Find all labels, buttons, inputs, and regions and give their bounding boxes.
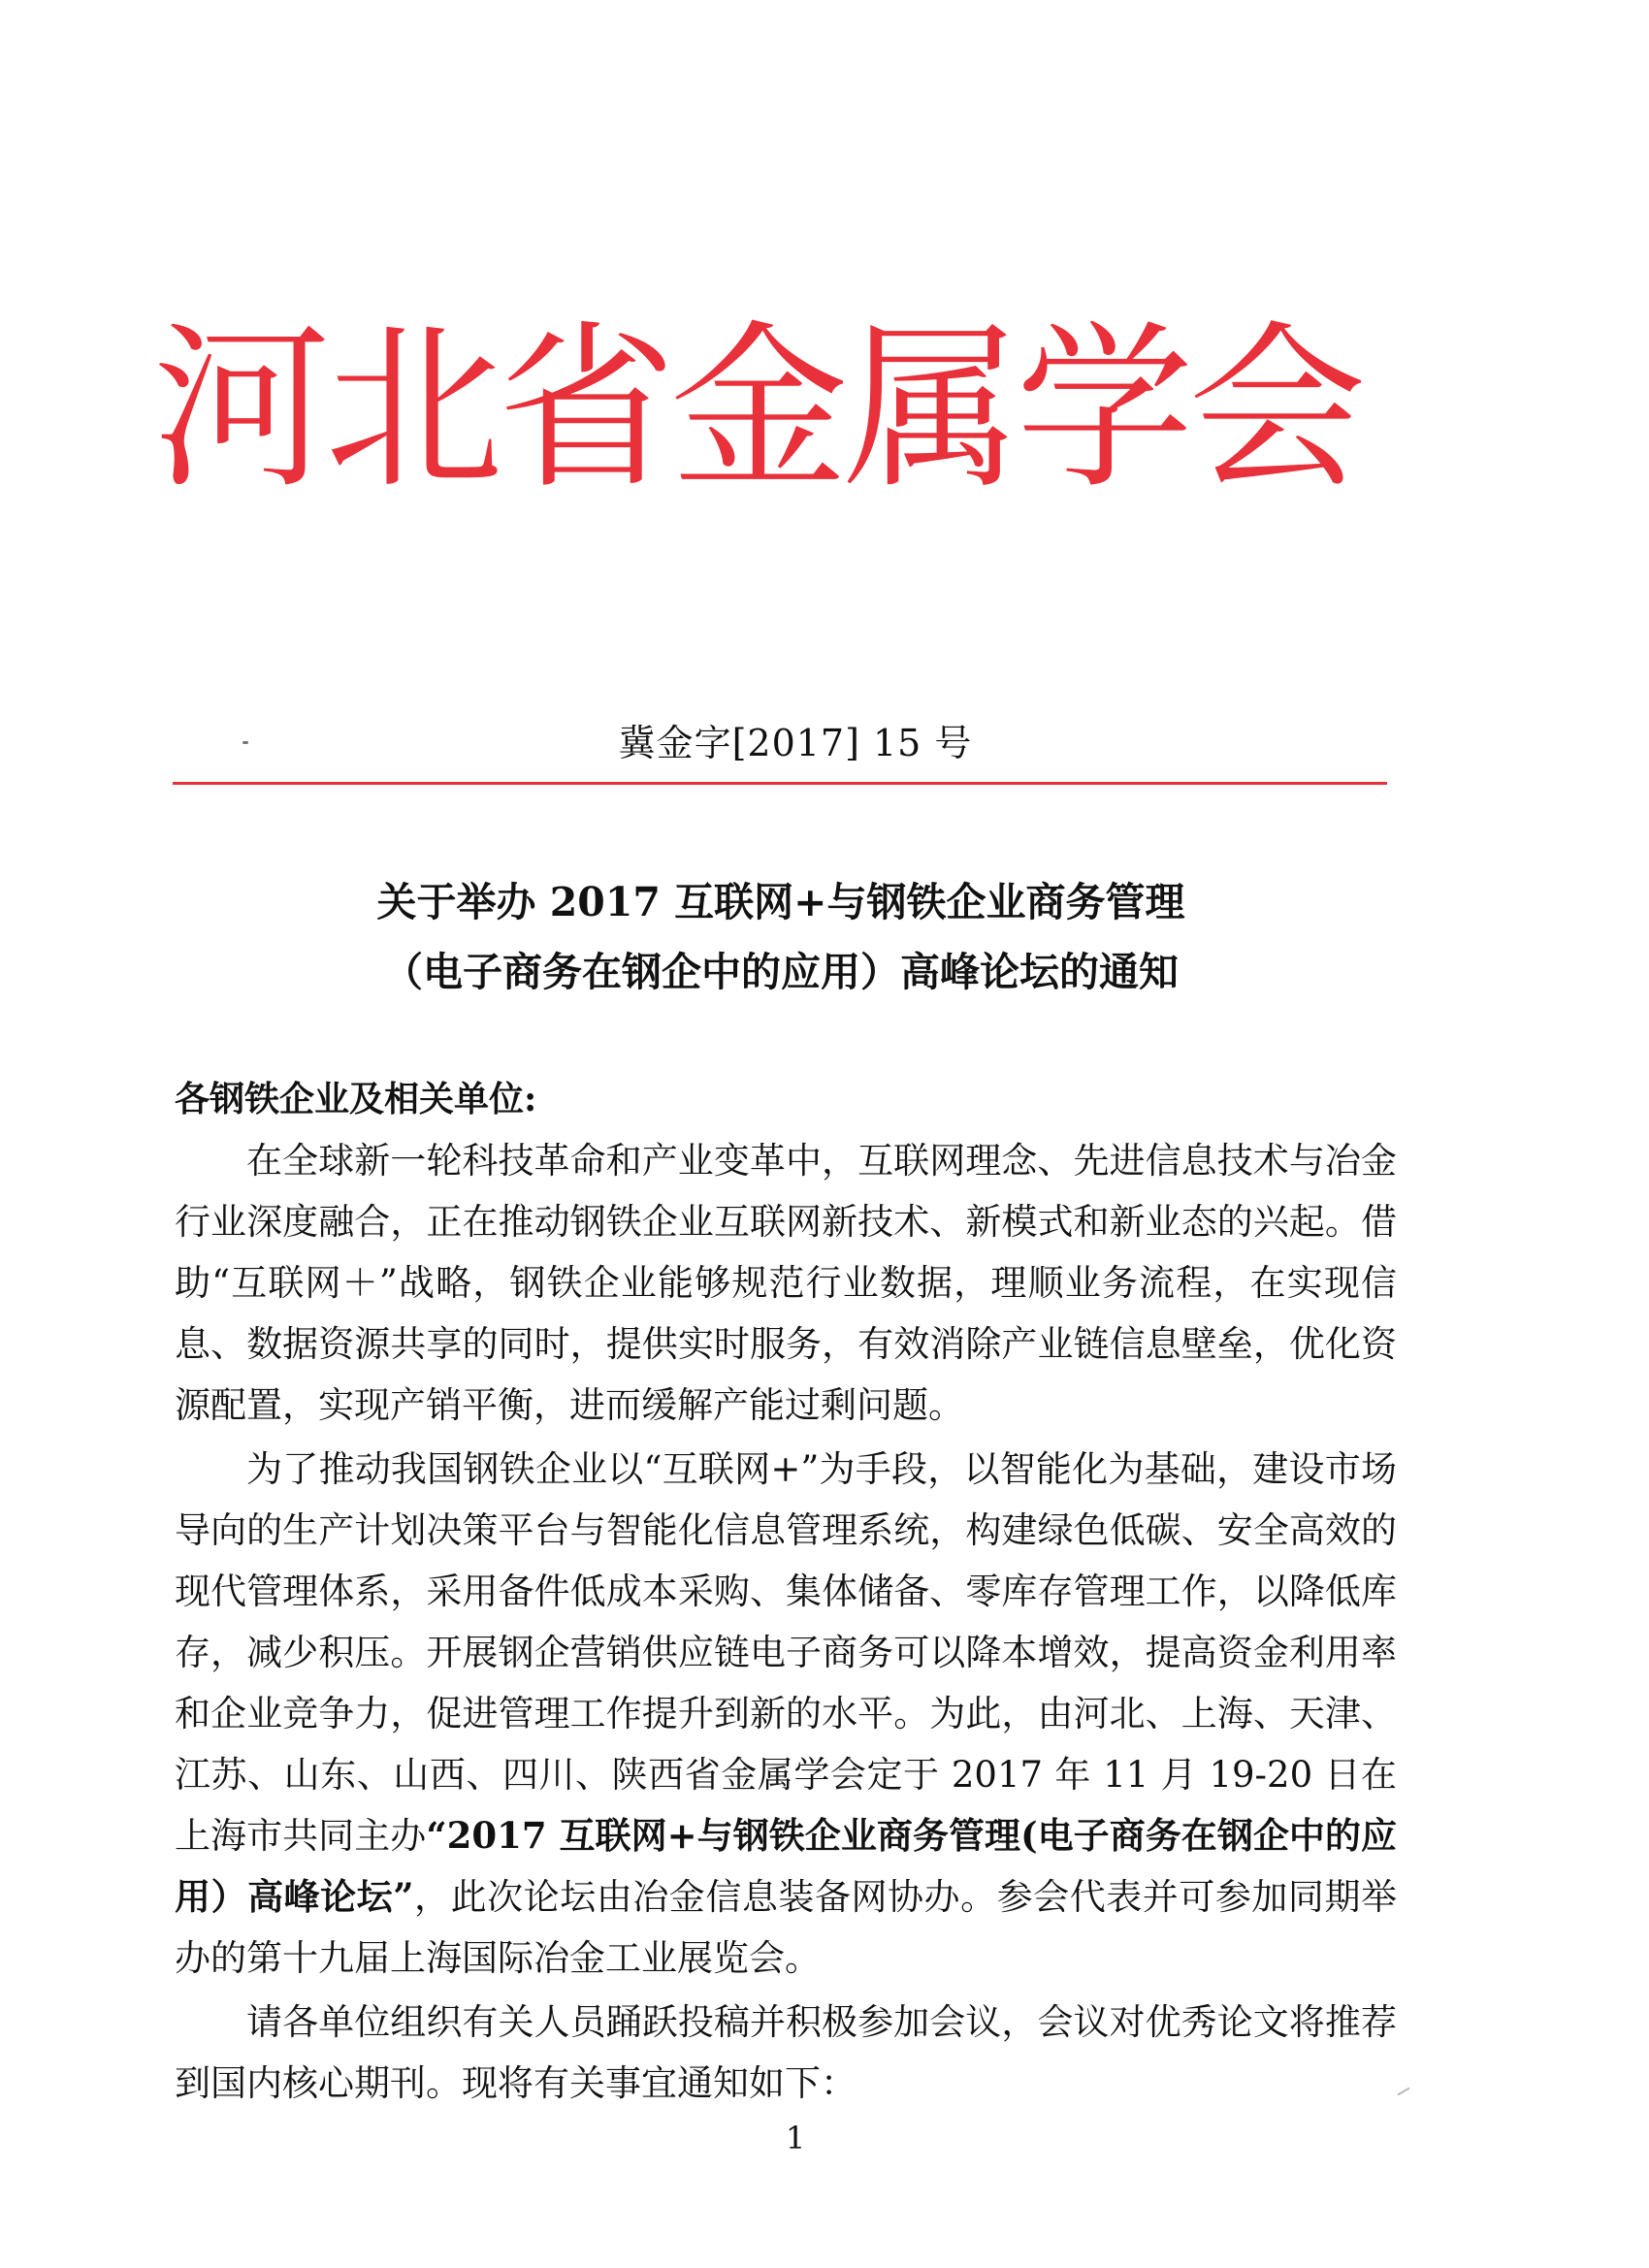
scan-artifact-mark [1397,2088,1409,2096]
scan-artifact [242,741,248,744]
paragraph-1: 在全球新一轮科技革命和产业变革中，互联网理念、先进信息技术与冶金行业深度融合，正在推动钢铁企业互联网新技术、新模式和新业态的兴起。借助“互联网＋”战略，钢铁企业能够规范行业数据，理顺业务流程，在实现信息、数据资源共享的同时，提供实时服务，有效消除产业链信息壁垒，优化资源配置，实现产销平衡，进而缓解产能过剩问题。 [175,1140,1397,1426]
red-divider-rule [173,782,1387,785]
forum-name-bold: “2017 互联网+与钢铁企业商务管理(电子商务在钢企中的应用）高峰论坛” [175,1814,1398,1918]
masthead-org-name: 河北省金属学会 [151,306,1361,513]
notice-title-line-2: （电子商务在钢企中的应用）高峰论坛的通知 [383,949,1179,995]
paragraph-2-text-a: 为了推动我国钢铁企业以“互联网+”为手段，以智能化为基础，建设市场导向的生产计划决策平台与智能化信息管理系统，构建绿色低碳、安全高效的现代管理体系，采用备件低成本采购、集体储备、零库存管理工作，以降低库存，减少积压。开展钢企营销供应链电子商务可以降本增效，提高资金利用率和企业竞争力，促进管理工作提升到新的水平。为此，由河北、上海、天津、江苏、山东、山西、四川、陕西省金属学会定于 2017 年 11 月 19-20 日在上海市共同主办 [175,1448,1397,1857]
notice-title-line-1: 关于举办 2017 互联网+与钢铁企业商务管理 [376,879,1185,925]
salutation: 各钢铁企业及相关单位: [175,1079,537,1119]
page-number: 1 [785,2120,806,2156]
paragraph-2 [175,1439,1397,1989]
notice-body [175,1130,1397,2114]
paragraph-3: 请各单位组织有关人员踊跃投稿并积极参加会议，会议对优秀论文将推荐到国内核心期刊。现将有关事宜通知如下： [175,2001,1397,2104]
document-number: 冀金字[2017] 15 号 [618,722,973,764]
paragraph-2-text-b: ，此次论坛由冶金信息装备网协办。参会代表并可参加同期举办的第十九届上海国际冶金工业展览会。 [175,1876,1397,1979]
